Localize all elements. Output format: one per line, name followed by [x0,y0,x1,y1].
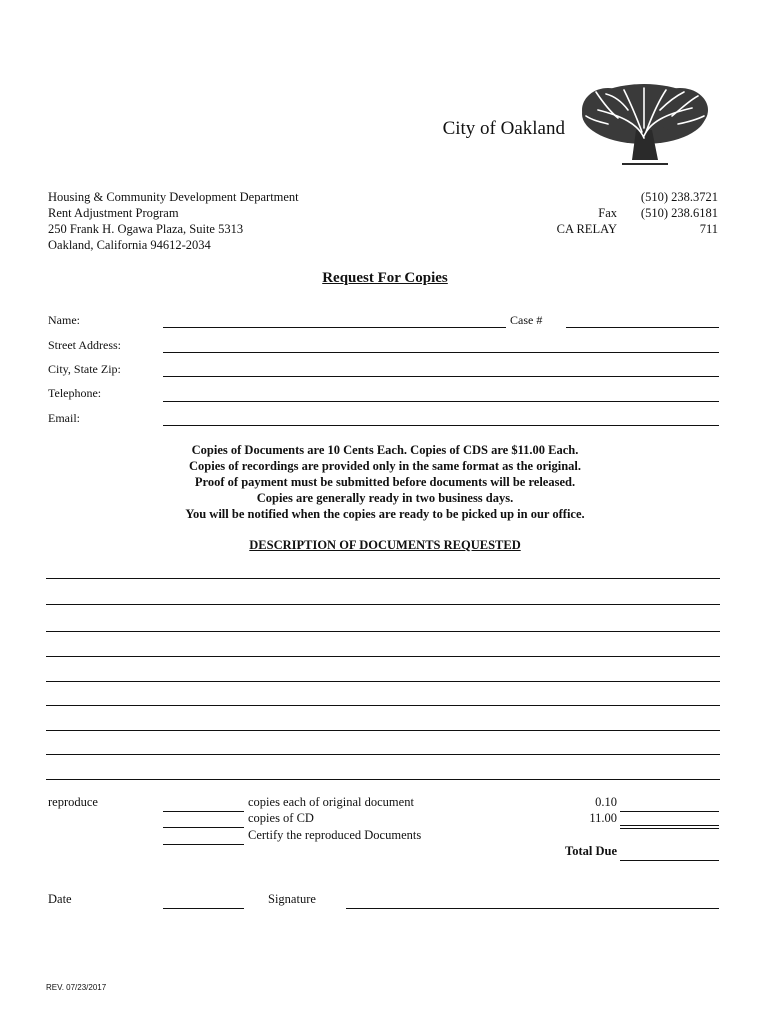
notice-line-4: Copies are generally ready in two business days. [256,491,514,505]
fax-number: (510) 238.6181 [640,206,718,220]
city-line: Oakland, California 94612-2034 [48,238,211,252]
email-label: Email: [48,411,80,425]
total-due-field[interactable] [620,860,719,861]
description-line[interactable] [46,578,720,579]
notice-block [0,442,770,522]
reproduce-label: reproduce [48,795,98,809]
description-line[interactable] [46,730,720,731]
oak-tree-icon [578,80,710,166]
revision-date: REV. 07/23/2017 [46,983,107,992]
notice-line-2: Copies of recordings are provided only in the same format as the original. [189,459,581,473]
street-address-field[interactable] [163,352,719,353]
date-label: Date [48,892,72,906]
item-certify: Certify the reproduced Documents [248,828,422,842]
price-original-copies: 0.10 [595,795,617,809]
cd-copies-qty-field[interactable] [163,827,244,828]
price-cd-copies: 11.00 [589,811,617,825]
signature-field[interactable] [346,908,719,909]
city-state-zip-label: City, State Zip: [48,362,121,376]
description-line[interactable] [46,681,720,682]
item-original-copies: copies each of original document [248,795,414,809]
name-label: Name: [48,313,80,327]
subtotal-double-rule [620,828,719,829]
case-number-field[interactable] [566,327,719,328]
city-name: City of Oakland [442,118,565,139]
case-label: Case # [510,313,543,327]
description-line[interactable] [46,656,720,657]
email-field[interactable] [163,425,719,426]
notice-line-5: You will be notified when the copies are ready to be picked up in our office. [185,507,585,521]
street-address-label: Street Address: [48,338,121,352]
phone-number: (510) 238.3721 [640,190,718,204]
cd-copies-amount-field[interactable] [620,825,719,826]
description-line[interactable] [46,754,720,755]
signature-label: Signature [268,892,316,906]
notice-line-3: Proof of payment must be submitted before documents will be released. [194,475,576,489]
relay-number: 711 [699,222,718,236]
certify-qty-field[interactable] [163,844,244,845]
telephone-label: Telephone: [48,386,102,400]
notice-line-1: Copies of Documents are 10 Cents Each. Copies of CDS are $11.00 Each. [191,443,579,457]
fax-label: Fax [598,206,617,220]
street-line: 250 Frank H. Ogawa Plaza, Suite 5313 [48,222,244,236]
description-line[interactable] [46,631,720,632]
description-heading: DESCRIPTION OF DOCUMENTS REQUESTED [249,538,521,552]
city-state-zip-field[interactable] [163,376,719,377]
total-due-label: Total Due [565,844,617,858]
original-copies-amount-field[interactable] [620,811,719,812]
original-copies-qty-field[interactable] [163,811,244,812]
date-field[interactable] [163,908,244,909]
description-line[interactable] [46,604,720,605]
telephone-field[interactable] [163,401,719,402]
name-field[interactable] [163,327,506,328]
description-line[interactable] [46,779,720,780]
form-title: Request For Copies [322,270,448,286]
program-line: Rent Adjustment Program [48,206,179,220]
relay-label: CA RELAY [556,222,617,236]
description-line[interactable] [46,705,720,706]
item-cd-copies: copies of CD [248,811,314,825]
department-line: Housing & Community Development Department [48,190,299,204]
city-logo [578,80,710,166]
